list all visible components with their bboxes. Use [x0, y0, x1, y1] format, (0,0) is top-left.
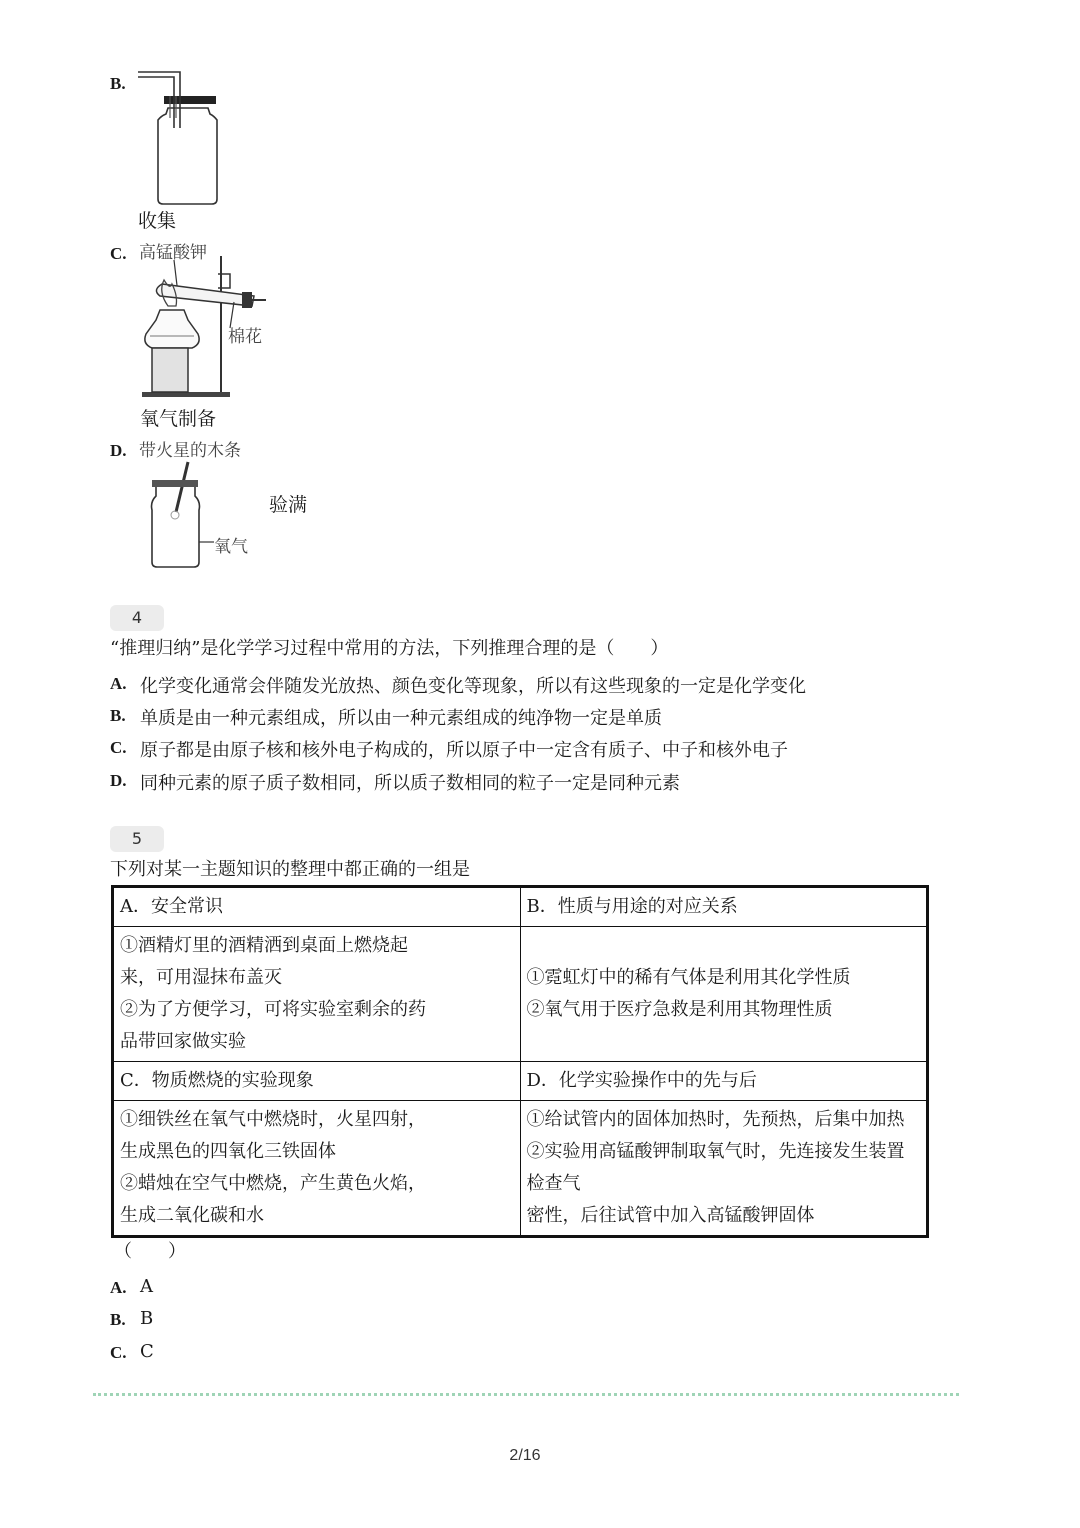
question-5-stem: 下列对某一主题知识的整理中都正确的一组是 — [110, 859, 470, 880]
q5-option-b-letter: B. — [110, 1310, 126, 1329]
table-line: 来，可用湿抹布盖灭 — [120, 967, 282, 988]
option-letter-b: B. — [110, 74, 126, 93]
q4-option-a-text: 化学变化通常会伴随发光放热、颜色变化等现象，所以有这些现象的一定是化学变化 — [140, 676, 806, 697]
table-line: ①细铁丝在氧气中燃烧时，火星四射， — [120, 1109, 426, 1130]
table-cell-c-heading: C．物质燃烧的实验现象 — [113, 1062, 521, 1101]
table-line: ②氧气用于医疗急救是利用其物理性质 — [526, 999, 833, 1020]
table-line: ①霓虹灯中的稀有气体是利用其化学性质 — [526, 967, 851, 988]
table-line: 品带回家做实验 — [120, 1031, 246, 1052]
q4-option-c-letter: C. — [110, 738, 127, 757]
q4-option-b-text: 单质是由一种元素组成，所以由一种元素组成的纯净物一定是单质 — [140, 708, 662, 729]
q4-option-d-text: 同种元素的原子质子数相同，所以质子数相同的粒子一定是同种元素 — [140, 773, 680, 794]
table-cell-b-heading: B．性质与用途的对应关系 — [520, 887, 928, 927]
table-line: 密性，后往试管中加入高锰酸钾固体 — [526, 1205, 815, 1226]
table-cell-a-content — [113, 927, 521, 1062]
table-cell-b-content — [520, 927, 928, 1062]
page-number: 2/16 — [509, 1447, 541, 1464]
page-divider — [93, 1393, 959, 1396]
option-letter-c: C. — [110, 244, 127, 263]
table-line: ①酒精灯里的酒精洒到桌面上燃烧起 — [120, 935, 408, 956]
oxygen-label: 氧气 — [214, 537, 248, 557]
topic-knowledge-table — [111, 885, 929, 1238]
question-number-5: 5 — [110, 826, 164, 852]
q5-option-c-letter: C. — [110, 1343, 127, 1362]
option-b-caption: 收集 — [138, 210, 177, 232]
table-line: 生成黑色的四氧化三铁固体 — [120, 1141, 336, 1162]
table-line: ②实验用高锰酸钾制取氧气时，先连接发生装置检查气 — [526, 1141, 905, 1194]
glowing-splint-label: 带火星的木条 — [139, 441, 241, 461]
cotton-label: 棉花 — [228, 327, 262, 347]
table-cell-d-heading: D．化学实验操作中的先与后 — [520, 1062, 928, 1101]
option-c-caption: 氧气制备 — [140, 408, 217, 430]
q4-option-a-letter: A. — [110, 674, 127, 693]
q4-option-c-text: 原子都是由原子核和核外电子构成的，所以原子中一定含有质子、中子和核外电子 — [140, 740, 788, 761]
question-number-4: 4 — [110, 605, 164, 631]
option-d-caption: 验满 — [269, 494, 308, 516]
table-line: 生成二氧化碳和水 — [120, 1205, 264, 1226]
table-line: ②蜡烛在空气中燃烧，产生黄色火焰， — [120, 1173, 426, 1194]
q5-option-b-text: B — [140, 1308, 154, 1329]
potassium-permanganate-label: 高锰酸钾 — [139, 243, 207, 263]
q5-option-a-letter: A. — [110, 1278, 127, 1297]
table-line: ②为了方便学习，可将实验室剩余的药 — [120, 999, 426, 1020]
table-cell-c-content — [113, 1101, 521, 1237]
question-4-stem: “推理归纳”是化学学习过程中常用的方法，下列推理合理的是（ ） — [110, 638, 669, 659]
table-cell-a-heading: A．安全常识 — [113, 887, 521, 927]
q5-option-a-text: A — [140, 1276, 153, 1297]
answer-bracket: （ ） — [114, 1241, 186, 1262]
option-letter-d: D. — [110, 441, 127, 460]
gas-collecting-bottle-figure — [130, 66, 230, 211]
q5-option-c-text: C — [140, 1341, 154, 1362]
table-line: ①给试管内的固体加热时，先预热，后集中加热 — [526, 1109, 905, 1130]
table-cell-d-content — [520, 1101, 928, 1237]
q4-option-d-letter: D. — [110, 771, 127, 790]
q4-option-b-letter: B. — [110, 706, 126, 725]
